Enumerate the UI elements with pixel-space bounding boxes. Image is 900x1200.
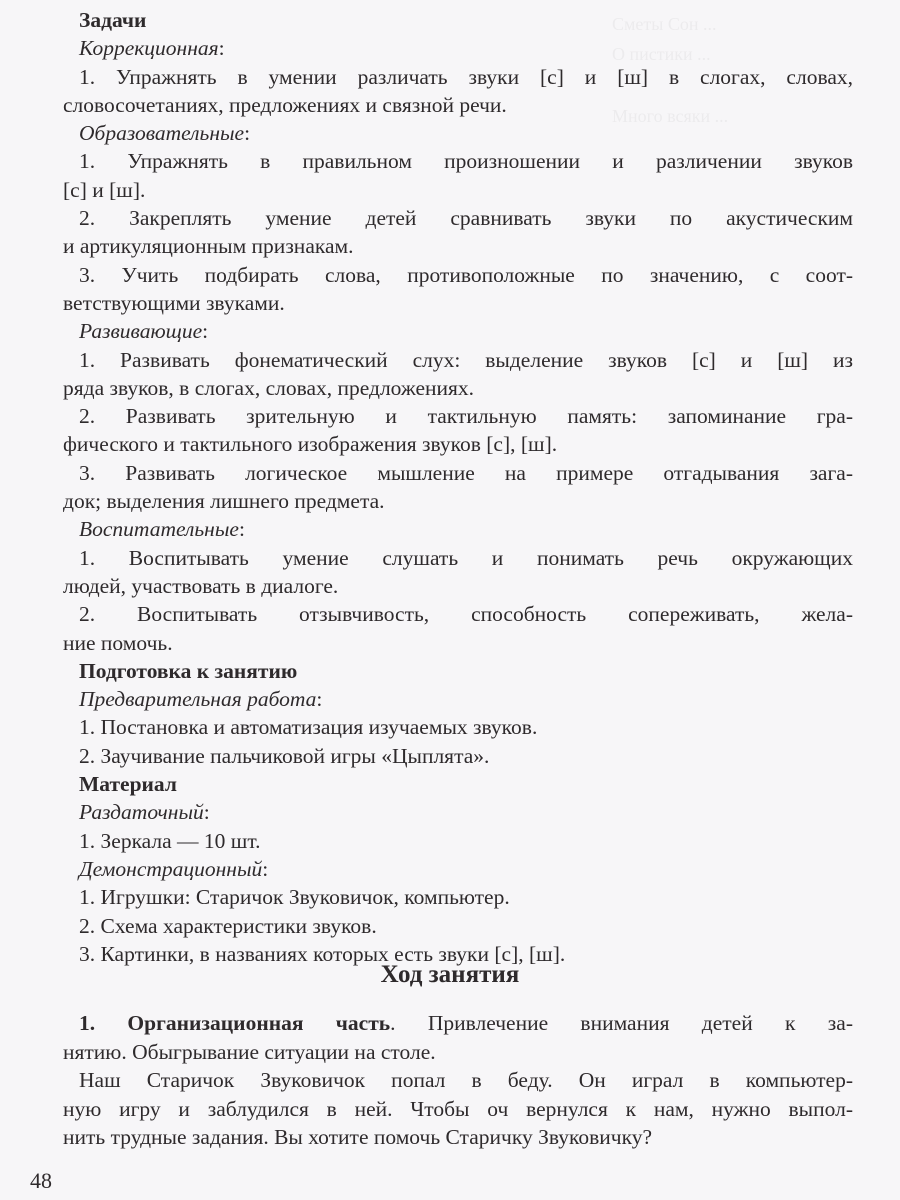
tasks-heading: Задачи	[79, 8, 147, 32]
paragraph-line-2: ную игру и заблудился в ней. Чтобы оч вернулся к нам, нужно выпол-	[63, 1096, 853, 1121]
developing-item-2-line-1: 2. Развивать зрительную и тактильную память: запоминание гра-	[79, 404, 853, 429]
upbringing-item-2-line-1: 2. Воспитывать отзывчивость, способность сопереживать, жела-	[79, 602, 853, 627]
developing-item-3-line-2: док; выделения лишнего предмета.	[63, 489, 385, 514]
page-number: 48	[30, 1168, 52, 1193]
colon: :	[202, 319, 209, 344]
paragraph-line-3: нить трудные задания. Вы хотите помочь Старичку Звуковичку?	[63, 1125, 653, 1149]
label-text: Воспитательные	[79, 517, 239, 542]
preliminary-item-2: 2. Заучивание пальчиковой игры «Цыплята».	[79, 743, 490, 768]
educational-item-2-line-1: 2. Закреплять умение детей сравнивать звуки по акустическим	[79, 206, 853, 231]
part1-line-2: нятию. Обыгрывание ситуации на столе.	[63, 1039, 436, 1064]
demo-label	[63, 855, 853, 883]
bleed-through-text: Сметы Сон ...	[612, 14, 717, 34]
label-text: Развивающие	[79, 319, 203, 344]
educational-item-1-line-1: 1. Упражнять в правильном произношении и различении звуков	[79, 149, 853, 174]
colon: :	[316, 687, 323, 712]
educational-item-3-line-2: ветствующими звуками.	[63, 290, 285, 315]
educational-label	[63, 119, 853, 147]
upbringing-item-2-line-2: ние помочь.	[63, 630, 173, 655]
correctional-item-1-line-2: словосочетаниях, предложениях и связной речи.	[63, 92, 507, 117]
bleed-through-text: Много всяки ...	[612, 106, 729, 126]
preliminary-item-1: 1. Постановка и автоматизация изучаемых звуков.	[79, 715, 538, 740]
educational-item-3-line-1: 3. Учить подбирать слова, противоположные по значению, с соот-	[79, 262, 853, 287]
label-text: Демонстрационный	[79, 856, 263, 881]
part1-title: 1. Организационная часть	[79, 1011, 391, 1035]
upbringing-label	[63, 515, 853, 543]
correctional-label	[63, 34, 853, 62]
educational-item-2-line-2: и артикуляционным признакам.	[63, 234, 354, 259]
label-text: Коррекционная	[79, 36, 219, 61]
paragraph-line-1: Наш Старичок Звуковичок попал в беду. Он играл в компьютер-	[79, 1068, 853, 1092]
lesson-body	[63, 1009, 853, 1152]
colon: :	[218, 36, 225, 61]
bleed-through-text: О пистики ...	[612, 44, 711, 64]
preliminary-label	[63, 685, 853, 713]
part1-line-1	[63, 1009, 853, 1038]
demo-item-2: 2. Схема характеристики звуков.	[79, 913, 377, 938]
label-text: Раздаточный	[79, 800, 204, 825]
developing-item-2-line-2: фического и тактильного изображения звуков [с], [ш].	[63, 432, 558, 457]
colon: :	[203, 800, 210, 825]
demo-item-3: 3. Картинки, в названиях которых есть звуки [с], [ш].	[79, 941, 566, 966]
developing-item-1-line-1: 1. Развивать фонематический слух: выделение звуков [с] и [ш] из	[79, 347, 853, 372]
developing-item-1-line-2: ряда звуков, в слогах, словах, предложениях.	[63, 375, 475, 400]
colon: :	[238, 517, 245, 542]
upbringing-item-1-line-1: 1. Воспитывать умение слушать и понимать речь окружающих	[79, 545, 853, 570]
label-text: Предварительная работа	[79, 687, 317, 712]
handout-label	[63, 798, 853, 826]
educational-item-1-line-2: [с] и [ш].	[63, 177, 146, 202]
material-heading: Материал	[79, 772, 177, 797]
upbringing-item-1-line-2: людей, участвовать в диалоге.	[63, 573, 339, 598]
correctional-item-1-line-1: 1. Упражнять в умении различать звуки [с] и [ш] в слогах, словах,	[79, 64, 853, 89]
part1-text: . Привлечение внимания детей к за-	[390, 1011, 853, 1035]
label-text: Образовательные	[79, 121, 245, 146]
document-page	[63, 6, 853, 968]
demo-item-1: 1. Игрушки: Старичок Звуковичок, компьютер.	[79, 885, 510, 910]
colon: :	[244, 121, 251, 146]
preparation-heading: Подготовка к занятию	[79, 658, 298, 683]
developing-item-3-line-1: 3. Развивать логическое мышление на примере отгадывания зага-	[79, 460, 853, 485]
colon: :	[262, 856, 269, 881]
handout-item-1: 1. Зеркала — 10 шт.	[79, 828, 261, 853]
developing-label	[63, 317, 853, 345]
lesson-heading: Ход занятия	[380, 961, 520, 988]
